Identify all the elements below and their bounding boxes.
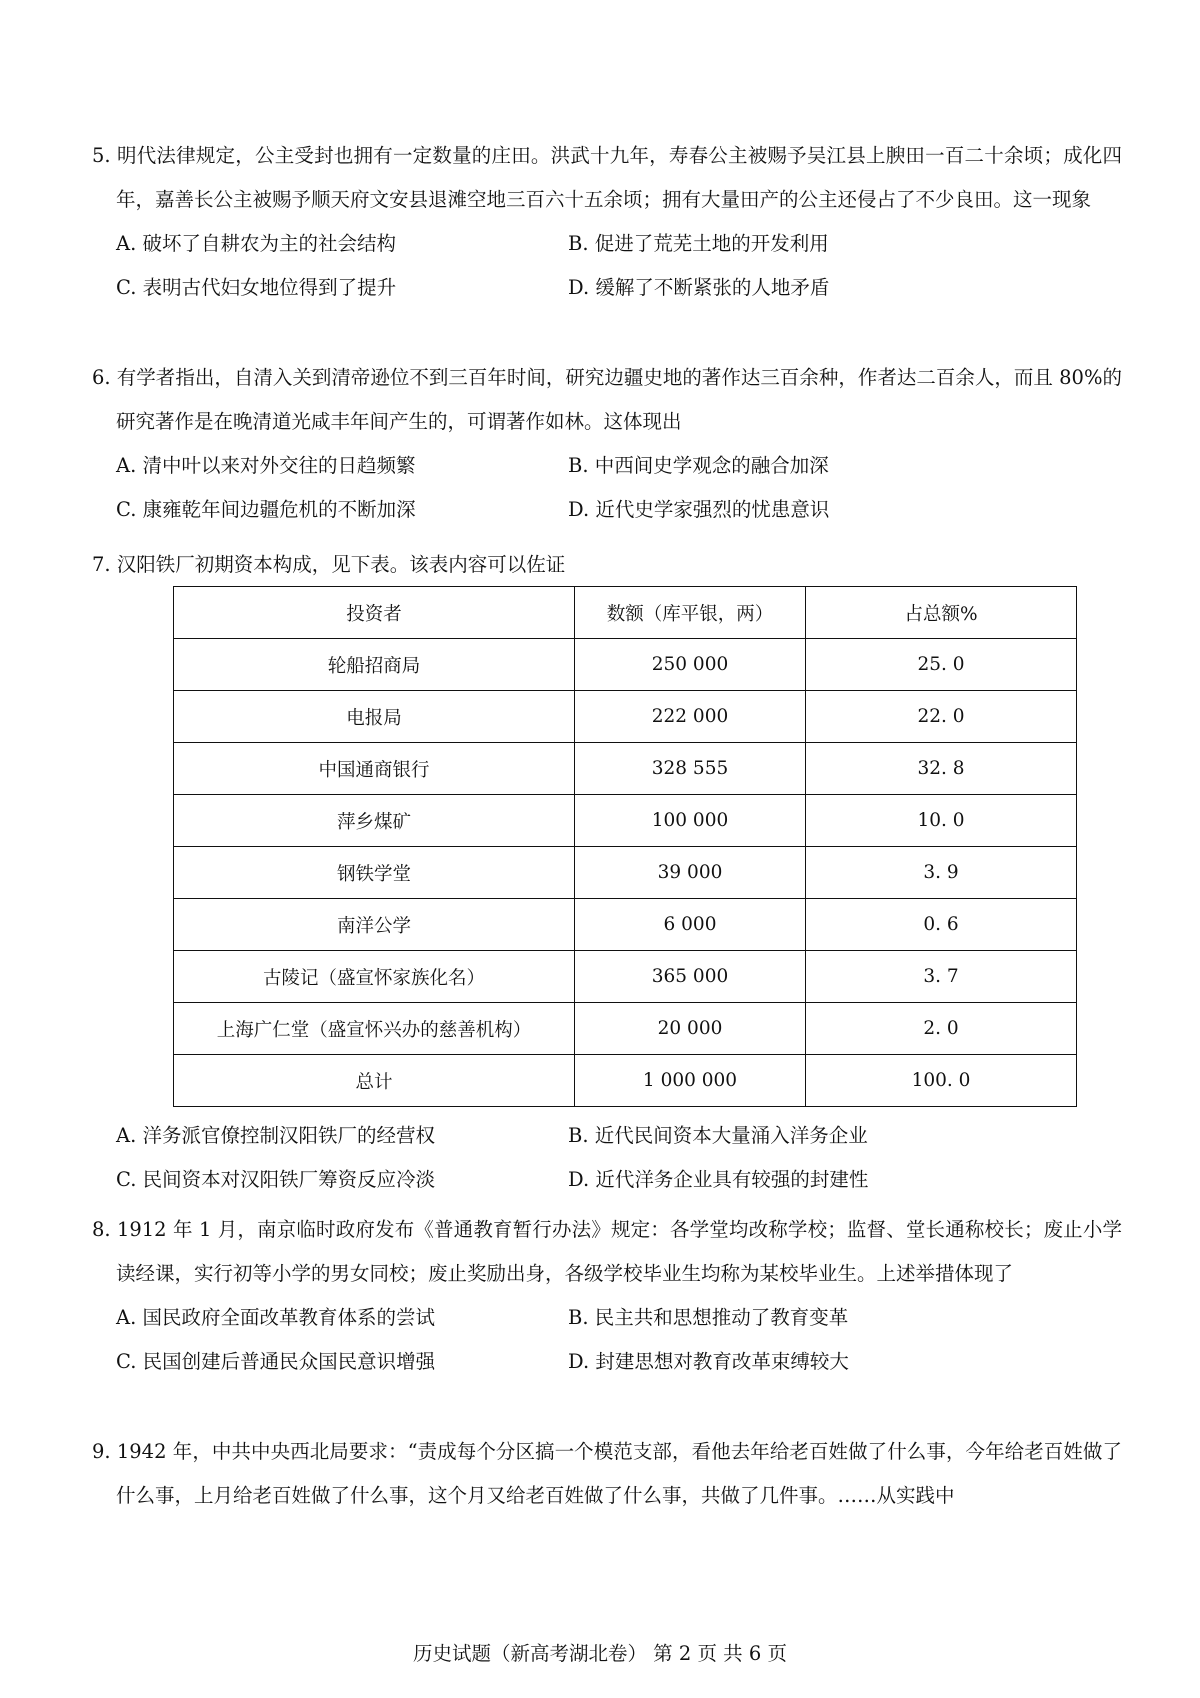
table-cell: 32. 8 xyxy=(806,743,1077,795)
table-cell: 1 000 000 xyxy=(575,1055,806,1107)
capital-table xyxy=(173,586,1077,1107)
table-cell: 钢铁学堂 xyxy=(174,847,575,899)
table-row xyxy=(174,743,1077,795)
question-6-option-c: C. 康雍乾年间边疆危机的不断加深 xyxy=(116,498,416,521)
table-row xyxy=(174,1003,1077,1055)
table-cell: 100. 0 xyxy=(806,1055,1077,1107)
table-cell: 古陵记（盛宣怀家族化名） xyxy=(174,951,575,1003)
question-7-option-d: D. 近代洋务企业具有较强的封建性 xyxy=(568,1168,869,1191)
question-8-option-c: C. 民国创建后普通民众国民意识增强 xyxy=(116,1350,436,1373)
question-7-option-a: A. 洋务派官僚控制汉阳铁厂的经营权 xyxy=(116,1124,435,1147)
question-6-stem: 6. 有学者指出，自清入关到清帝逊位不到三百年时间，研究边疆史地的著作达三百余种，作者达二百余人，而且 80%的研究著作是在晚清道光咸丰年间产生的，可谓著作如林。这体现出 xyxy=(92,366,1122,433)
table-cell: 南洋公学 xyxy=(174,899,575,951)
question-7-options xyxy=(92,1114,1122,1202)
table-cell: 328 555 xyxy=(575,743,806,795)
question-5 xyxy=(92,134,1122,310)
table-cell: 3. 9 xyxy=(806,847,1077,899)
table-cell: 2. 0 xyxy=(806,1003,1077,1055)
question-5-option-a: A. 破坏了自耕农为主的社会结构 xyxy=(116,232,396,255)
table-cell: 100 000 xyxy=(575,795,806,847)
table-row xyxy=(174,639,1077,691)
table-row xyxy=(174,899,1077,951)
question-5-options xyxy=(92,222,1122,310)
table-cell: 25. 0 xyxy=(806,639,1077,691)
question-9 xyxy=(92,1430,1122,1518)
question-8-option-a: A. 国民政府全面改革教育体系的尝试 xyxy=(116,1306,435,1329)
question-7-option-c: C. 民间资本对汉阳铁厂筹资反应冷淡 xyxy=(116,1168,436,1191)
question-6-option-a: A. 清中叶以来对外交往的日趋频繁 xyxy=(116,454,416,477)
table-cell: 轮船招商局 xyxy=(174,639,575,691)
question-6 xyxy=(92,356,1122,532)
question-6-options xyxy=(92,444,1122,532)
table-cell: 电报局 xyxy=(174,691,575,743)
question-8 xyxy=(92,1208,1122,1384)
table-cell: 中国通商银行 xyxy=(174,743,575,795)
table-cell: 6 000 xyxy=(575,899,806,951)
question-5-option-c: C. 表明古代妇女地位得到了提升 xyxy=(116,276,397,299)
table-cell: 萍乡煤矿 xyxy=(174,795,575,847)
table-cell: 39 000 xyxy=(575,847,806,899)
table-cell: 10. 0 xyxy=(806,795,1077,847)
table-header-cell: 占总额% xyxy=(806,587,1077,639)
table-cell: 22. 0 xyxy=(806,691,1077,743)
question-5-option-b: B. 促进了荒芜土地的开发利用 xyxy=(568,232,829,255)
table-header-cell: 投资者 xyxy=(174,587,575,639)
table-row xyxy=(174,795,1077,847)
question-9-stem: 9. 1942 年，中共中央西北局要求：“责成每个分区搞一个模范支部，看他去年给老百姓做了什么事，今年给老百姓做了什么事，上月给老百姓做了什么事，这个月又给老百姓做了什么事，共做了几件事。……从实践中 xyxy=(92,1440,1122,1507)
question-8-stem: 8. 1912 年 1 月，南京临时政府发布《普通教育暂行办法》规定：各学堂均改称学校；监督、堂长通称校长；废止小学读经课，实行初等小学的男女同校；废止奖励出身，各级学校毕业生均称为某校毕业生。上述举措体现了 xyxy=(92,1218,1122,1285)
table-row xyxy=(174,847,1077,899)
capital-table-wrapper xyxy=(173,586,1077,1107)
question-6-option-d: D. 近代史学家强烈的忧患意识 xyxy=(568,498,830,521)
table-total-row xyxy=(174,1055,1077,1107)
question-6-option-b: B. 中西间史学观念的融合加深 xyxy=(568,454,829,477)
table-cell: 0. 6 xyxy=(806,899,1077,951)
question-7-stem: 7. 汉阳铁厂初期资本构成，见下表。该表内容可以佐证 xyxy=(92,553,566,576)
table-row xyxy=(174,951,1077,1003)
question-7-option-b: B. 近代民间资本大量涌入洋务企业 xyxy=(568,1124,868,1147)
table-header-row xyxy=(174,587,1077,639)
question-7-options-block xyxy=(92,1114,1122,1202)
table-header-cell: 数额（库平银，两） xyxy=(575,587,806,639)
question-7 xyxy=(92,543,1122,587)
table-cell: 20 000 xyxy=(575,1003,806,1055)
table-cell: 3. 7 xyxy=(806,951,1077,1003)
table-cell: 365 000 xyxy=(575,951,806,1003)
question-8-options xyxy=(92,1296,1122,1384)
table-row xyxy=(174,691,1077,743)
question-5-option-d: D. 缓解了不断紧张的人地矛盾 xyxy=(568,276,830,299)
table-cell: 222 000 xyxy=(575,691,806,743)
question-5-stem: 5. 明代法律规定，公主受封也拥有一定数量的庄田。洪武十九年，寿春公主被赐予吴江县上腴田一百二十余顷；成化四年，嘉善长公主被赐予顺天府文安县退滩空地三百六十五余顷；拥有大量田产的公主还侵占了不少良田。这一现象 xyxy=(92,144,1122,211)
question-8-option-d: D. 封建思想对教育改革束缚较大 xyxy=(568,1350,849,1373)
table-cell: 总计 xyxy=(174,1055,575,1107)
table-cell: 250 000 xyxy=(575,639,806,691)
table-cell: 上海广仁堂（盛宣怀兴办的慈善机构） xyxy=(174,1003,575,1055)
question-8-option-b: B. 民主共和思想推动了教育变革 xyxy=(568,1306,849,1329)
page-footer: 历史试题（新高考湖北卷） 第 2 页 共 6 页 xyxy=(412,1642,787,1665)
